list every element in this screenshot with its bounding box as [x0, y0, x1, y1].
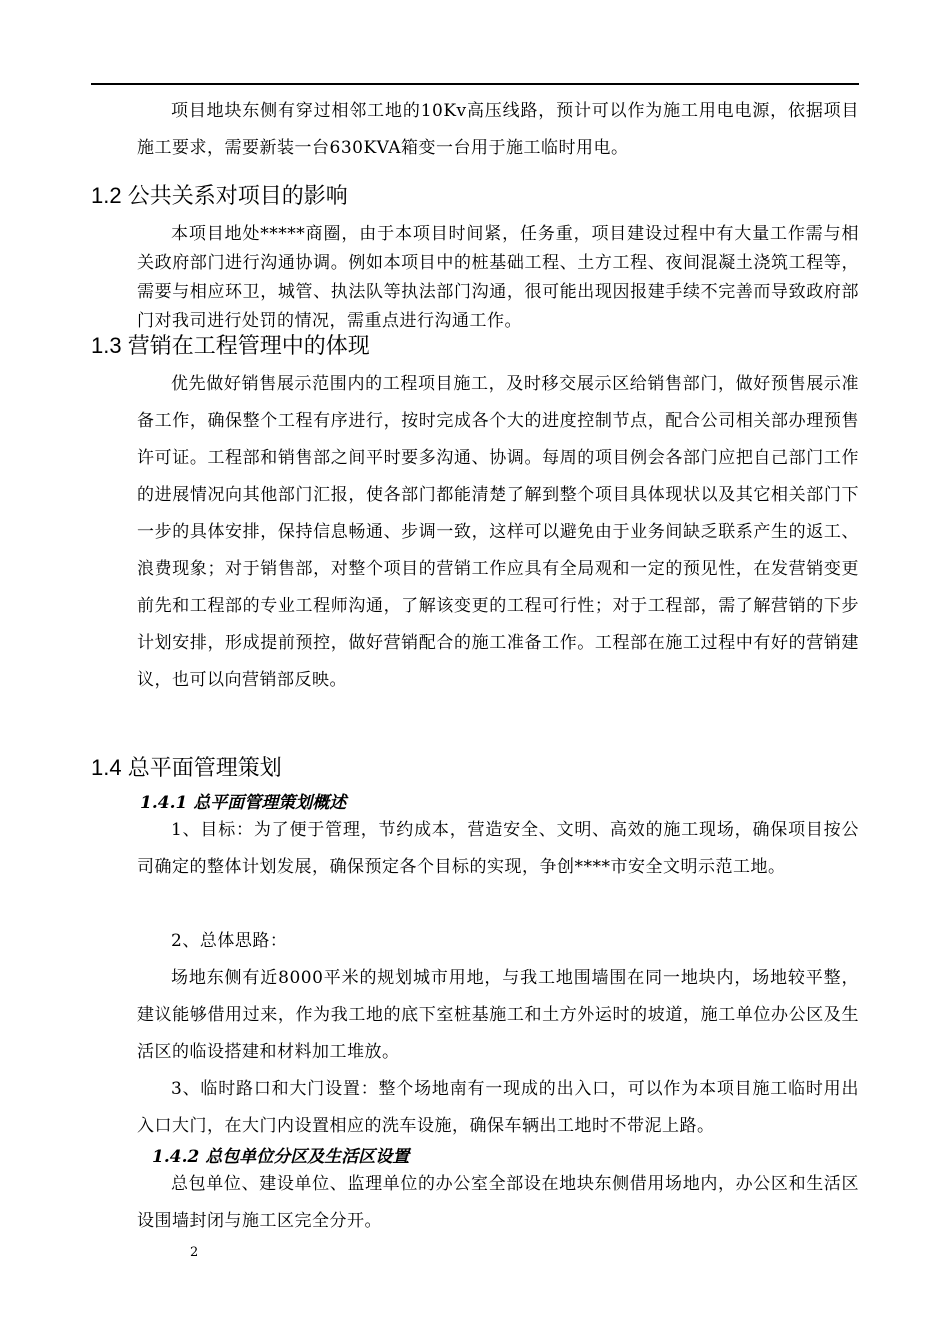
- paragraph-power-supply: 项目地块东侧有穿过相邻工地的10Kv高压线路，预计可以作为施工用电电源，依据项目施工要求，需要新装一台630KVA箱变一台用于施工临时用电。: [137, 101, 859, 158]
- paragraph-office-area: 总包单位、建设单位、监理单位的办公室全部设在地块东侧借用场地内，办公区和生活区设围墙封闭与施工区完全分开。: [137, 1174, 859, 1231]
- page-number: 2: [190, 1245, 199, 1260]
- paragraph-overall-idea-title: 2、总体思路：: [171, 931, 288, 951]
- heading-1-3: 1.3 营销在工程管理中的体现: [91, 333, 370, 358]
- heading-1-4: 1.4 总平面管理策划: [91, 755, 282, 780]
- paragraph-goal: 1、目标：为了便于管理，节约成本，营造安全、文明、高效的施工现场，确保项目按公司确定的整体计划发展，确保预定各个目标的实现，争创****市安全文明示范工地。: [137, 820, 859, 877]
- paragraph-marketing: 优先做好销售展示范围内的工程项目施工，及时移交展示区给销售部门，做好预售展示准备工作，确保整个工程有序进行，按时完成各个大的进度控制节点，配合公司相关部办理预售许可证。工程部和销售部之间平时要多沟通、协调。每周的项目例会各部门应把自己部门工作的进展情况向其他部门汇报，使各部门都能清楚了解到整个项目具体现状以及其它相关部门下一步的具体安排，保持信息畅通、步调一致，这样可以避免由于业务间缺乏联系产生的返工、浪费现象；对于销售部，对整个项目的营销工作应具有全局观和一定的预见性，在发营销变更前先和工程部的专业工程师沟通，了解该变更的工程可行性；对于工程部，需了解营销的下步计划安排，形成提前预控，做好营销配合的施工准备工作。工程部在施工过程中有好的营销建议，也可以向营销部反映。: [137, 374, 859, 690]
- paragraph-public-relations: 本项目地处*****商圈，由于本项目时间紧，任务重，项目建设过程中有大量工作需与相关政府部门进行沟通协调。例如本项目中的桩基础工程、土方工程、夜间混凝土浇筑工程等，需要与相应环卫，城管、执法队等执法部门沟通，很可能出现因报建手续不完善而导致政府部门对我司进行处罚的情况，需重点进行沟通工作。: [137, 224, 859, 331]
- heading-1-4-1: 1.4.1 总平面管理策划概述: [140, 793, 347, 813]
- heading-1-4-2: 1.4.2 总包单位分区及生活区设置: [152, 1147, 410, 1167]
- header-rule: [91, 83, 859, 85]
- heading-1-2: 1.2 公共关系对项目的影响: [91, 183, 348, 208]
- paragraph-temporary-gate: 3、临时路口和大门设置：整个场地南有一现成的出入口，可以作为本项目施工临时用出入口大门，在大门内设置相应的洗车设施，确保车辆出工地时不带泥上路。: [137, 1079, 859, 1136]
- paragraph-site-east: 场地东侧有近8000平米的规划城市用地，与我工地围墙围在同一地块内，场地较平整， 建议能够借用过来，作为我工地的底下室桩基施工和土方外运时的坡道，施工单位办公区及生活区的临设搭建和材料加工堆放。: [137, 968, 859, 1062]
